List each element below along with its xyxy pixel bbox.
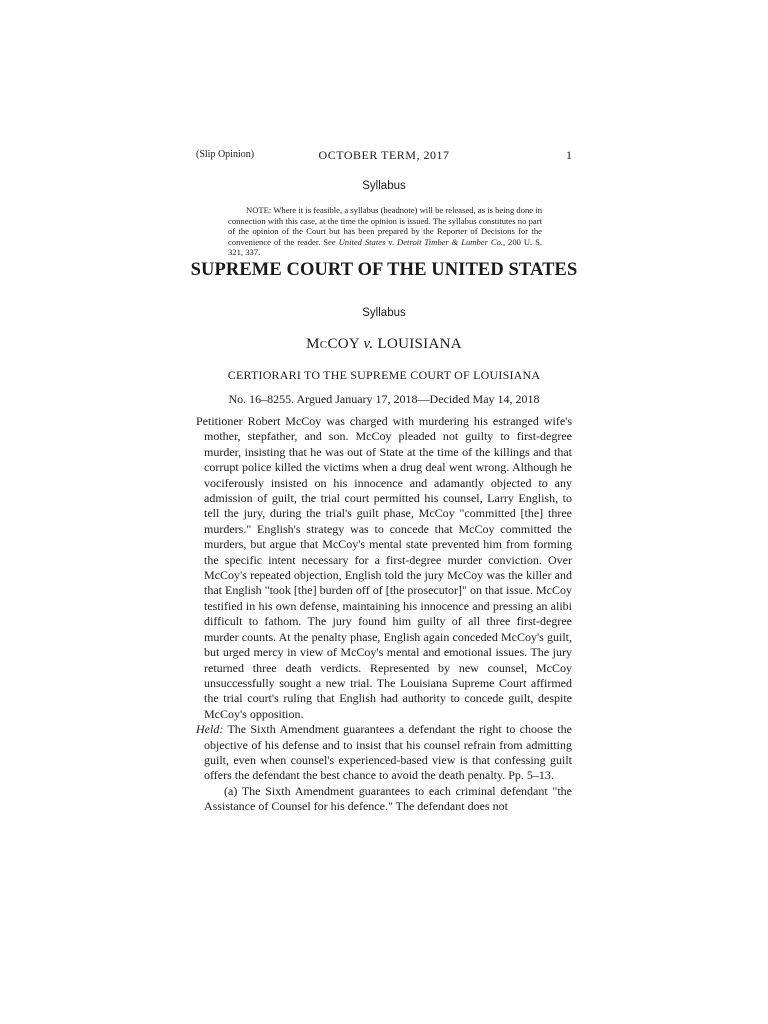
- case-party-second: LOUISIANA: [377, 336, 462, 352]
- case-name: [196, 336, 572, 353]
- note-citation-party: Detroit Timber & Lumber Co.: [397, 236, 504, 247]
- case-party-first-rest: COY: [327, 336, 360, 352]
- note-citation-case: United States: [338, 236, 386, 247]
- court-title: SUPREME COURT OF THE UNITED STATES: [190, 260, 578, 280]
- held-text: The Sixth Amendment guarantees a defendant the right to choose the objective of his defense and to insist that his counsel refrain from admitting guilt, even when counsel's experienced-based view is that confessing guilt offers the defendant the best chance to avoid the death penalty. Pp. 5–13.: [204, 722, 572, 783]
- note-text: NOTE: Where it is feasible, a syllabus (headnote) will be released, as is being done in connection with this case, at the time the opinion is issued. The syllabus constitutes no part of the opinion of the Court but has been prepared by the Reporter of Decisions for the convenience of the reader. See: [228, 205, 542, 247]
- case-party-first-initial: M: [306, 336, 320, 352]
- note-citation-rest: , 200 U. S. 321, 337.: [228, 236, 542, 257]
- slip-opinion-label: (Slip Opinion): [196, 149, 255, 160]
- syllabus-heading: Syllabus: [362, 180, 406, 192]
- term-label: OCTOBER TERM, 2017: [318, 148, 450, 162]
- page-number: 1: [566, 148, 572, 162]
- case-party-first-small: C: [319, 339, 328, 351]
- certiorari-line: CERTIORARI TO THE SUPREME COURT OF LOUISIANA: [227, 368, 541, 382]
- facts-paragraph: Petitioner Robert McCoy was charged with murdering his estranged wife's mother, stepfather, and son. McCoy pleaded not guilty to first-degree murder, insisting that he was out of State at the time of the killings and that corrupt police killed the victims when a drug deal went wrong. Although he vociferously insisted on his innocence and adamantly objected to any admission of guilt, the trial court permitted his counsel, Larry English, to tell the jury, during the trial's guilt phase, McCoy "committed [the] three murders." English's strategy was to concede that McCoy committed the murders, but argue that McCoy's mental state prevented him from forming the specific intent necessary for a first-degree murder conviction. Over McCoy's repeated objection, English told the jury McCoy was the killer and that English "took [the] burden off of [the prosecutor]" on that issue. McCoy testified in his own defense, maintaining his innocence and pressing an alibi difficult to fathom. The jury found him guilty of all three first-degree murder counts. At the penalty phase, English again conceded McCoy's guilt, but urged mercy in view of McCoy's mental and emotional issues. The jury returned three death verdicts. Represented by new counsel, McCoy unsuccessfully sought a new trial. The Louisiana Supreme Court affirmed the trial court's ruling that English had authority to concede guilt, despite McCoy's opposition.: [196, 414, 572, 721]
- note-citation-v: v.: [385, 236, 398, 247]
- docket-line: No. 16–8255. Argued January 17, 2018—Decided May 14, 2018: [228, 392, 540, 406]
- reporter-note: [228, 205, 542, 258]
- held-paragraph: [196, 722, 572, 784]
- syllabus-body: [196, 414, 572, 815]
- paragraph-a: (a) The Sixth Amendment guarantees to each criminal defendant "the Assistance of Counsel for his defence." The defendant does not: [204, 783, 572, 814]
- case-versus: v.: [363, 336, 374, 352]
- syllabus-heading-secondary: Syllabus: [362, 307, 406, 319]
- held-label: Held:: [196, 722, 224, 737]
- page-header: [196, 148, 572, 164]
